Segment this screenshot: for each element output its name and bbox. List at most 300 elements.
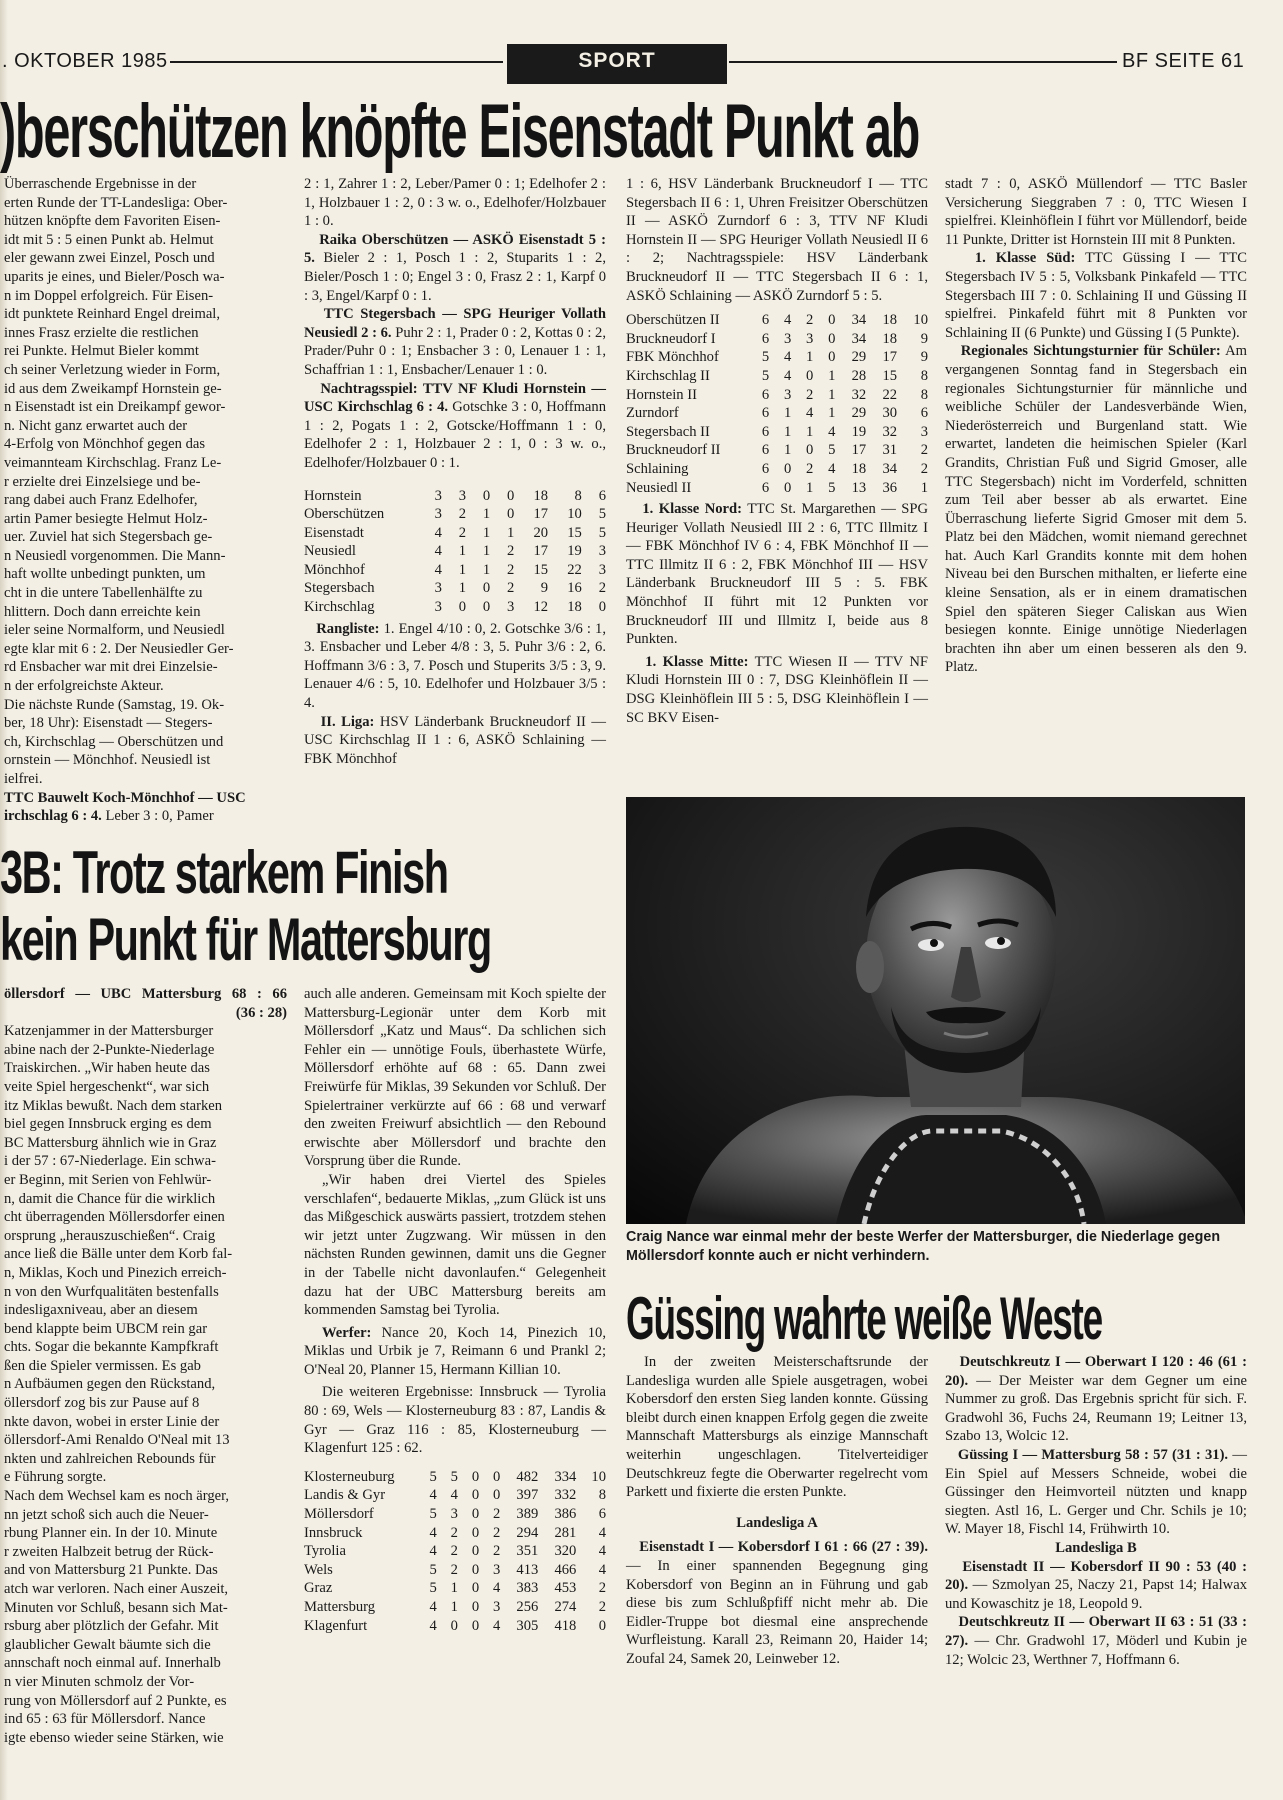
- match-detail: Bieler 2 : 1, Posch 1 : 2, Stuparits 1 : 2, Bieler/Posch 1 : 0; Engel 3 : 0, Frasz 2 : 1, Karpf 0 : 3, Engel/Karpf 0 : 1.: [304, 250, 606, 304]
- stat-cell: 351: [516, 1543, 539, 1560]
- class-north-text: TTC St. Margarethen — SPG Heuriger Vollath Neusiedl III 2 : 6, TTC Illmitz I — FBK Mönchhof IV 6 : 4, FBK Mönchhof II — TTC Illmitz II 6 : 2, FBK Mönchhof III — HSV Länderbank Bruckneudorf III 5 : 5. FBK Mönchhof II führt mit 12 Punkten vor Bruckneudorf III und Illmitz I, beide aus 8 Punkten.: [626, 501, 929, 648]
- headline-oberschuetzen: )berschützen knöpfte Eisenstadt Punkt ab: [0, 89, 920, 174]
- stat-cell: 0: [471, 1561, 480, 1578]
- text-line: Die nächste Runde (Samstag, 19. Ok-: [4, 696, 225, 713]
- stat-cell: 4: [783, 312, 792, 329]
- stat-cell: 5: [598, 506, 606, 523]
- text-line: öllersdorf zog bis zur Pause auf 8: [4, 1395, 200, 1412]
- stat-cell: 5: [828, 442, 836, 459]
- photo-caption: Craig Nance war einmal mehr der beste Werfer der Mattersburger, die Niederlage gegen Möllersdorf konnte auch er nicht verhindern.: [626, 1229, 1221, 1264]
- stat-cell: 18: [882, 312, 898, 329]
- stat-cell: 0: [492, 1468, 501, 1485]
- team-name-cell: Oberschützen II: [626, 312, 720, 329]
- stat-cell: 482: [516, 1468, 539, 1485]
- stat-cell: 17: [533, 543, 549, 560]
- scorers-label: Werfer:: [322, 1324, 372, 1341]
- article2-column-2: [304, 985, 606, 1638]
- stat-cell: 6: [761, 479, 770, 496]
- text-line: veimannteam Kirchschlag. Franz Le-: [4, 454, 222, 471]
- text-line: Nach dem Wechsel kam es noch ärger,: [4, 1488, 230, 1505]
- stat-cell: 22: [882, 386, 898, 403]
- table-row: [304, 542, 606, 561]
- stat-cell: 413: [516, 1561, 539, 1578]
- text-line: rung von Möllersdorf auf 2 Punkte, es: [4, 1692, 227, 1709]
- stat-cell: 0: [482, 580, 491, 597]
- stat-cell: 1: [783, 423, 792, 440]
- stat-cell: 1: [828, 367, 836, 384]
- team-name-cell: Schlaining: [626, 460, 689, 477]
- stat-cell: 18: [533, 487, 549, 504]
- match-detail: — Szmolyan 25, Naczy 21, Papst 14; Halwax und Kowaschitz je 18, Leopold 9.: [945, 1577, 1247, 1612]
- text-line: ber, 18 Uhr): Eisenstadt — Stegers-: [4, 715, 213, 732]
- stat-cell: 4: [598, 1524, 606, 1541]
- league-b-heading: Landesliga B: [1055, 1539, 1137, 1556]
- stat-cell: 2: [458, 524, 467, 541]
- team-name-cell: Mönchhof: [304, 561, 365, 578]
- text-line: n Neusiedl vorgenommen. Die Mann-: [4, 547, 226, 564]
- team-name-cell: Innsbruck: [304, 1524, 363, 1541]
- text-line: n Aufbäumen gegen den Rückstand,: [4, 1376, 216, 1393]
- match-detail: — Der Meister war dem Gegner um eine Nummer zu groß. Das Ergebnis spricht für sich. F. Gradwohl 36, Fuchs 24, Reumann 19; Leitner 13, Szabo 13, Wolcic 12.: [945, 1372, 1247, 1445]
- stat-cell: 1: [450, 1580, 458, 1597]
- team-name-cell: Stegersbach: [304, 580, 375, 597]
- text-line: abine nach der 2-Punkte-Niederlage: [4, 1041, 215, 1058]
- text-line: rd Ensbacher war mit drei Einzelsie-: [4, 659, 218, 676]
- stat-cell: 9: [920, 349, 928, 366]
- stat-cell: 383: [516, 1580, 539, 1597]
- stat-cell: 6: [598, 487, 606, 504]
- stat-cell: 8: [574, 487, 582, 504]
- stat-cell: 0: [783, 460, 792, 477]
- team-name-cell: Graz: [304, 1580, 333, 1597]
- stat-cell: 1: [828, 386, 836, 403]
- table-row: [304, 487, 606, 506]
- text-line: 4-Erfolg von Mönchhof gegen das: [4, 436, 206, 453]
- stat-cell: 15: [882, 367, 898, 384]
- stat-cell: 5: [429, 1580, 437, 1597]
- stat-cell: 1: [482, 506, 491, 523]
- team-name-cell: Klosterneuburg: [304, 1468, 395, 1485]
- article2-column-1-lines: [4, 1022, 287, 1747]
- stat-cell: 0: [482, 599, 491, 616]
- text-line: annschaft noch einmal auf. Innerhalb: [4, 1655, 221, 1672]
- stat-cell: 3: [598, 561, 606, 578]
- match-header-deutschkreutz: Deutschkreutz I — Oberwart I 120 : 46 (61 : 20).: [945, 1354, 1247, 1389]
- stat-cell: 4: [429, 1543, 437, 1560]
- text-line: i der 57 : 67-Niederlage. Ein schwa-: [4, 1153, 216, 1170]
- team-name-cell: Landis & Gyr: [304, 1487, 386, 1504]
- article1-column-4: [945, 175, 1247, 677]
- stat-cell: 18: [851, 460, 867, 477]
- text-line: biel gegen Innsbruck erging es dem: [4, 1116, 212, 1133]
- table-row: [304, 1598, 606, 1617]
- stat-cell: 294: [516, 1524, 539, 1541]
- results-text: 2 : 1, Zahrer 1 : 2, Leber/Pamer 0 : 1; Edelhofer 2 : 1, Holzbauer 1 : 2, 0 : 3 w. o., Edelhofer/Holzbauer 1 : 0.: [304, 176, 606, 230]
- stat-cell: 332: [554, 1487, 577, 1504]
- table-row: [626, 386, 928, 405]
- stat-cell: 0: [471, 1468, 480, 1485]
- stat-cell: 5: [429, 1468, 437, 1485]
- match-detail: — Chr. Gradwohl 17, Möderl und Kubin je 12; Wolcic 23, Werthner 7, Hoffmann 6.: [945, 1632, 1247, 1668]
- text-line: indesligaxniveau, aber an diesem: [4, 1302, 198, 1319]
- stat-cell: 6: [761, 423, 770, 440]
- stat-cell: 320: [554, 1543, 577, 1560]
- text-line: eler gewann zwei Einzel, Posch und: [4, 250, 215, 267]
- stat-cell: 1: [450, 1599, 458, 1615]
- text-line: atch war verloren. Nach einer Auszeit,: [4, 1581, 229, 1597]
- stat-cell: 5: [429, 1506, 437, 1523]
- stat-cell: 1: [783, 442, 792, 459]
- stat-cell: 2: [492, 1506, 501, 1523]
- text-line: rsburg aber plötzlich der Gefahr. Mit: [4, 1618, 219, 1635]
- match-detail: Puhr 2 : 1, Prader 0 : 2, Kottas 0 : 2, Prader/Puhr 0 : 1; Ensbacher 3 : 0, Lenauer 1 : 1, Schaffrian 1 : 1, Ensbacher/Lenauer 1 : 0.: [304, 324, 606, 378]
- stat-cell: 36: [882, 479, 898, 496]
- table-row: [304, 1505, 606, 1524]
- stat-cell: 18: [567, 599, 582, 616]
- headline-guessing: Güssing wahrte weiße Weste: [626, 1285, 1102, 1352]
- text-line: n. Nicht ganz erwartet auch der: [4, 417, 188, 434]
- stat-cell: 418: [554, 1617, 577, 1634]
- stat-cell: 9: [540, 580, 549, 597]
- stat-cell: 3: [434, 506, 442, 523]
- standings-table-basketball: [304, 1468, 606, 1635]
- table-row: [626, 479, 928, 498]
- table-row: [304, 505, 606, 524]
- stat-cell: 466: [554, 1561, 577, 1578]
- stat-cell: 1: [458, 561, 467, 578]
- stat-cell: 1: [806, 423, 814, 440]
- text-line: artin Pamer besiegte Helmut Holz-: [4, 510, 208, 527]
- team-name-cell: Tyrolia: [304, 1543, 346, 1560]
- stat-cell: 3: [434, 599, 442, 616]
- text-line: Minuten vor Schluß, besann sich Mat-: [4, 1599, 228, 1616]
- stat-cell: 0: [506, 506, 515, 523]
- article1-column-3: [626, 175, 928, 727]
- stat-cell: 16: [567, 580, 582, 597]
- stat-cell: 3: [920, 423, 928, 440]
- stat-cell: 8: [920, 386, 928, 403]
- stat-cell: 3: [434, 580, 442, 597]
- class-north-label: 1. Klasse Nord:: [642, 501, 743, 518]
- stat-cell: 9: [920, 330, 928, 347]
- team-name-cell: FBK Mönchhof: [626, 349, 719, 366]
- stat-cell: 5: [761, 349, 770, 366]
- text-line: ch, Kirchschlag — Oberschützen und: [4, 733, 224, 750]
- results-text: stadt 7 : 0, ASKÖ Müllendorf — TTC Basler Versicherung Sieggraben 7 : 0, TTC Wiesen I spielfrei. Kleinhöflein I führt vor Müllendorf, beide 11 Punkte, Dritter ist Hornstein III mit 8 Punkten.: [945, 176, 1247, 248]
- stat-cell: 2: [506, 561, 515, 578]
- tournament-text: Am vergangenen Sonntag fand in Stegersbach ein regionales Sichtungsturnier für männliche und weibliche Schüler der Landesverbände Wien, Niederösterreich und Burgenland statt. Wie erwartet, landeten die heimischen Spieler (Karl Grandits, Christian Fuß und Sigrid Gmoser, alle TTC Stegersbach) nicht im Vorderfeld, schnitten zum Teil aber besser ab als erwartet. Eine Überraschung lieferte Sigrid Gmoser mit dem 5. Platz bei den Mädchen, womit niemand gerechnet hat. Auch Karl Grandits konnte mit dem hohen Niveau bei den Burschen mithalten, er lieferte eine kleine Sensation, als er in einem dramatischen Spiel den späteren Sieger Caliskan aus Wien besiegen konnte. Einige unnötige Niederlagen brachten ihn aber um einen besseren als den 9. Platz.: [945, 343, 1247, 676]
- stat-cell: 389: [516, 1506, 539, 1523]
- stat-cell: 29: [851, 349, 867, 366]
- stat-cell: 1: [482, 561, 491, 578]
- match-header-eisenstadt-2: Eisenstadt II — Kobersdorf II 90 : 53 (40 : 20).: [945, 1558, 1247, 1594]
- team-name-cell: Zurndorf: [626, 405, 679, 422]
- stat-cell: 32: [851, 386, 867, 403]
- photo-craig-nance: [626, 797, 1245, 1224]
- stat-cell: 5: [450, 1468, 458, 1485]
- table-row: [304, 579, 606, 598]
- stat-cell: 6: [761, 312, 770, 329]
- stat-cell: 0: [492, 1487, 501, 1504]
- stat-cell: 3: [492, 1599, 501, 1615]
- stat-cell: 6: [761, 442, 770, 459]
- stat-cell: 3: [434, 487, 442, 504]
- text-line: ind 65 : 63 für Möllersdorf. Nance: [4, 1711, 206, 1728]
- text-line: erten Runde der TT-Landesliga: Ober-: [4, 194, 228, 211]
- table-row: [304, 598, 606, 617]
- article-text: „Wir haben drei Viertel des Spieles verschlafen“, bedauerte Miklas, „zum Glück ist uns das Mißgeschick auswärts passiert, trotzdem stehen wir jetzt unter Zugzwang. Wir müssen in den nächsten Runden gewinnen, damit uns die Gegner in der Tabelle nicht davonlaufen.“ Gelegenheit dazu hat der UBC Mattersburg bereits am kommenden Samstag bei Tyrolia.: [304, 1171, 606, 1319]
- stat-cell: 1: [783, 405, 792, 422]
- match-header-moenchhof: TTC Bauwelt Koch-Mönchhof — USC: [4, 789, 246, 806]
- stat-cell: 0: [598, 599, 606, 616]
- stat-cell: 4: [783, 349, 792, 366]
- stat-cell: 1: [482, 524, 491, 541]
- stat-cell: 4: [429, 1617, 437, 1634]
- stat-cell: 0: [471, 1580, 480, 1597]
- stat-cell: 5: [828, 479, 836, 496]
- stat-cell: 8: [920, 367, 928, 384]
- text-line: innes Frasz erzielte die restlichen: [4, 324, 199, 341]
- team-name-cell: Bruckneudorf I: [626, 330, 716, 347]
- match-header-moenchhof-2: irchschlag 6 : 4.: [4, 808, 102, 825]
- text-line: e Führung sorgte.: [4, 1469, 107, 1486]
- text-line: chts. Sogar die bekannte Kampfkraft: [4, 1339, 219, 1356]
- text-line: and von Mattersburg 21 Punkte. Das: [4, 1562, 218, 1579]
- team-name-cell: Kirchschlag II: [626, 367, 710, 384]
- stat-cell: 29: [851, 405, 867, 422]
- team-name-cell: Möllersdorf: [304, 1506, 374, 1523]
- stat-cell: 2: [458, 506, 467, 523]
- stat-cell: 281: [554, 1524, 577, 1541]
- match-header-guessing: Güssing I — Mattersburg 58 : 57 (31 : 31).: [957, 1446, 1229, 1463]
- stat-cell: 6: [761, 386, 770, 403]
- match-header-stegersbach: TTC Stegersbach — SPG Heuriger Vollath Neusiedl 2 : 6.: [304, 306, 606, 341]
- stat-cell: 0: [598, 1617, 606, 1634]
- stat-cell: 4: [598, 1561, 606, 1578]
- stat-cell: 2: [598, 1580, 606, 1597]
- article-text: auch alle anderen. Gemeinsam mit Koch spielte der Mattersburg-Legionär unter dem Korb mit Möllersdorf „Katz und Maus“. Da schlichen sich Fehler ein — unnötige Fouls, überhastete Würfe, Möllersdorf erhöhte auf 68 : 65. Dann zwei Freiwürfe für Miklas, 39 Sekunden vor Schluß. Der Spielertrainer verkürzte auf 66 : 68 und verwarf den zweiten Freiwurf absichtlich — den Rebound erwischte aber Möllersdorf und brachte den Vorsprung über die Runde.: [304, 986, 606, 1170]
- text-line: nn jetzt schoß sich auch die Neuer-: [4, 1506, 209, 1523]
- text-line: glaublicher Gewalt bäumte sich die: [4, 1636, 211, 1653]
- table-row: [626, 404, 928, 423]
- game-score: öllersdorf — UBC Mattersburg 68 : 66: [4, 986, 287, 1002]
- match-detail: — In einer spannenden Begegnung ging Kobersdorf von Beginn an in Führung und gab diese bis zum Schlußpfiff nicht mehr ab. Die Eidler-Truppe bot diesmal eine ansprechende Wurfleistung. Karall 23, Reimann 20, Haider 14; Zoufal 24, Samek 20, Leinweber 12.: [626, 1557, 928, 1667]
- stat-cell: 334: [554, 1468, 577, 1485]
- stat-cell: 4: [429, 1487, 437, 1504]
- stat-cell: 2: [806, 312, 814, 329]
- stat-cell: 3: [783, 386, 792, 403]
- tournament-label: Regionales Sichtungsturnier für Schüler:: [960, 343, 1221, 360]
- stat-cell: 1: [828, 405, 836, 422]
- text-line: uer. Zuviel hat sich Stegersbach ge-: [4, 529, 213, 546]
- stat-cell: 17: [882, 349, 898, 366]
- stat-cell: 2: [506, 543, 515, 560]
- stat-cell: 0: [506, 487, 515, 504]
- table-row: [304, 1486, 606, 1505]
- stat-cell: 1: [482, 543, 491, 560]
- stat-cell: 15: [567, 524, 582, 541]
- player-portrait-image: [626, 797, 1245, 1224]
- game-halftime: (36 : 28): [235, 1004, 287, 1021]
- stat-cell: 12: [533, 599, 549, 616]
- table-row: [626, 460, 928, 479]
- stat-cell: 28: [851, 367, 867, 384]
- article1-column-2: [304, 175, 606, 768]
- team-name-cell: Neusiedl: [304, 543, 356, 560]
- stat-cell: 386: [554, 1506, 577, 1523]
- table-row: [304, 1561, 606, 1580]
- stat-cell: 18: [882, 330, 898, 347]
- table-row: [304, 524, 606, 543]
- stat-cell: 4: [828, 423, 836, 440]
- stat-cell: 34: [851, 330, 867, 347]
- table-row: [304, 1617, 606, 1636]
- class-middle-label: 1. Klasse Mitte:: [645, 653, 749, 670]
- team-name-cell: Hornstein: [304, 487, 362, 504]
- stat-cell: 5: [429, 1561, 437, 1578]
- text-line: idt punktete Reinhard Engel dreimal,: [4, 306, 221, 323]
- team-name-cell: Oberschützen: [304, 506, 385, 523]
- stat-cell: 6: [761, 405, 770, 422]
- stat-cell: 1: [506, 524, 515, 541]
- stat-cell: 4: [783, 367, 792, 384]
- table-row: [304, 561, 606, 580]
- stat-cell: 1: [920, 479, 928, 496]
- stat-cell: 4: [450, 1487, 458, 1504]
- article1-column-1: [4, 175, 287, 826]
- text-line: öllersdorf-Ami Renaldo O'Neal mit 13: [4, 1432, 230, 1449]
- stat-cell: 4: [598, 1543, 606, 1560]
- table-row: [304, 1579, 606, 1598]
- text-line: uparits je eines, und Bieler/Posch wa-: [4, 268, 225, 285]
- stat-cell: 19: [567, 543, 582, 560]
- headline-basketball-2: kein Punkt für Mattersburg: [0, 906, 491, 973]
- stat-cell: 0: [450, 1617, 458, 1634]
- issue-date: . OKTOBER 1985: [2, 50, 168, 72]
- text-line: n von den Wurfqualitäten bestenfalls: [4, 1283, 219, 1300]
- text-line: Überraschende Ergebnisse in der: [4, 176, 197, 192]
- page-number: BF SEITE 61: [1122, 50, 1245, 72]
- team-name-cell: Wels: [304, 1561, 333, 1578]
- headline-basketball-1: 3B: Trotz starkem Finish: [0, 839, 448, 906]
- stat-cell: 0: [458, 599, 467, 616]
- stat-cell: 2: [492, 1524, 501, 1541]
- stat-cell: 10: [913, 312, 928, 329]
- match-detail: Gotschke 3 : 0, Hoffmann 1 : 2, Pogats 1 : 2, Gotscke/Hoffmann 1 : 0, Edelhofer 2 : 1, Holzbauer 2 : 1, 0 : 3 w. o., Edelhofer/Holzbauer 0 : 1.: [304, 399, 607, 471]
- text-line: Katzenjammer in der Mattersburger: [4, 1023, 214, 1040]
- class-south-label: 1. Klasse Süd:: [974, 250, 1076, 267]
- stat-cell: 0: [806, 442, 814, 459]
- table-row: [626, 330, 928, 349]
- stat-cell: 10: [567, 506, 582, 523]
- stat-cell: 3: [783, 330, 792, 347]
- stat-cell: 32: [882, 423, 898, 440]
- standings-table-liga-2: [626, 311, 928, 497]
- stat-cell: 256: [516, 1599, 539, 1615]
- text-line: ieler seine Normalform, und Neusiedl: [4, 622, 225, 639]
- stat-cell: 4: [492, 1617, 501, 1634]
- match-header-eisenstadt: Eisenstadt I — Kobersdorf I 61 : 66 (27 : 39).: [639, 1539, 928, 1556]
- results-text: 1 : 6, HSV Länderbank Bruckneudorf I — TTC Stegersbach II 6 : 1, Uhren Freisitzer Oberschützen II — ASKÖ Zurndorf 6 : 3, TTV NF Kludi Hornstein II — SPG Heuriger Vollath Neusiedl II 6 : 2; Nachtragsspiele: HSV Länderbank Bruckneudorf II — TTC Stegersbach II 6 : 1, ASKÖ Schlaining — ASKÖ Zurndorf 5 : 5.: [626, 176, 928, 304]
- text-line: itz Miklas bewußt. Nach dem starken: [4, 1097, 223, 1114]
- table-row: [626, 367, 928, 386]
- text-line: rang dabei auch Franz Edelhofer,: [4, 492, 198, 509]
- match-result-text: Leber 3 : 0, Pamer: [101, 808, 214, 825]
- stat-cell: 2: [450, 1543, 458, 1560]
- text-line: bend klappte beim UBCM rein gar: [4, 1320, 208, 1337]
- class-south-text: TTC Güssing I — TTC Stegersbach IV 5 : 5, Volksbank Pinkafeld — TTC Stegersbach III 7 : 0. Schlaining II und Güssing II spielfrei. Pinkafeld führt mit 8 Punkten vor Schlaining II (6 Punkte) und Güssing I (5 Punkte).: [945, 250, 1247, 341]
- table-row: [626, 348, 928, 367]
- text-line: ielfrei.: [4, 771, 43, 787]
- ranking-text: 1. Engel 4/10 : 0, 2. Gotschke 3/6 : 1, 3. Ensbacher und Leber 4/8 : 3, 5. Puhr 3/6 : 2, 6. Hoffmann 3/6 : 3, 7. Posch und Stuperits 3/5 : 3, 9. Lenauer 4/6 : 5, 10. Edelhofer und Holzbauer 3/5 : 4.: [304, 620, 606, 712]
- text-line: ßen die Spieler vermissen. Es gab: [4, 1357, 201, 1374]
- stat-cell: 3: [450, 1506, 458, 1523]
- stat-cell: 17: [533, 506, 549, 523]
- standings-table-landesliga: [304, 487, 606, 617]
- stat-cell: 1: [806, 479, 814, 496]
- match-header-deutschkreutz-2: Deutschkreutz II — Oberwart II 63 : 51 (33 : 27).: [945, 1614, 1247, 1649]
- stat-cell: 2: [806, 386, 814, 403]
- text-line: n vier Minuten schmolz der Vor-: [4, 1673, 195, 1690]
- stat-cell: 0: [482, 487, 491, 504]
- text-line: BC Mattersburg ähnlich wie in Graz: [4, 1134, 217, 1151]
- text-line: nkten und zahlreichen Rebounds für: [4, 1450, 216, 1467]
- stat-cell: 6: [761, 330, 770, 347]
- stat-cell: 397: [516, 1487, 539, 1504]
- stat-cell: 453: [554, 1580, 577, 1597]
- stat-cell: 0: [471, 1543, 480, 1560]
- text-line: igte ebenso wieder seine Stärken, wie: [4, 1729, 224, 1746]
- stat-cell: 274: [554, 1599, 577, 1615]
- text-line: ance ließ die Bälle unter dem Korb fal-: [4, 1246, 233, 1263]
- stat-cell: 34: [882, 460, 898, 477]
- stat-cell: 6: [920, 405, 928, 422]
- stat-cell: 1: [458, 580, 467, 597]
- text-line: cht in die untere Tabellenhälfte zu: [4, 585, 203, 602]
- section-label: SPORT: [507, 44, 727, 84]
- stat-cell: 0: [471, 1599, 480, 1615]
- team-name-cell: Bruckneudorf II: [626, 442, 721, 459]
- stat-cell: 31: [882, 442, 898, 459]
- text-line: rbung Planner ein. In der 10. Minute: [4, 1525, 218, 1542]
- article2-column-1: [4, 985, 287, 1747]
- stat-cell: 4: [492, 1580, 501, 1597]
- stat-cell: 4: [828, 460, 836, 477]
- stat-cell: 8: [598, 1487, 606, 1504]
- stat-cell: 34: [851, 312, 867, 329]
- team-name-cell: Klagenfurt: [304, 1617, 368, 1634]
- article-text: In der zweiten Meisterschaftsrunde der Landesliga wurden alle Spiele ausgetragen, wobei Kobersdorf den ersten Sieg landen konnte. Güssing bleibt durch einen knappen Erfolg gegen die zweite Mannschaft Mattersburgs als einzige Mannschaft weiterhin ungeschlagen. Titelverteidiger Deutschkreuz fegte die Oberwarter regelrecht vom Parkett und fixierte die ersten Punkte.: [626, 1354, 928, 1501]
- stat-cell: 22: [567, 561, 582, 578]
- text-line: n Eisenstadt ist ein Dreikampf gewor-: [4, 399, 226, 416]
- match-detail: — Ein Spiel auf Messers Schneide, wobei die Güssinger den Heimvorteil nützten und knapp siegten. Astl 16, L. Gerger und Chr. Schils je 10; W. Mayer 18, Fischl 14, Frühwirth 10.: [945, 1446, 1247, 1538]
- stat-cell: 6: [761, 460, 770, 477]
- stat-cell: 4: [806, 405, 814, 422]
- header-rule-left: [170, 61, 503, 63]
- text-line: n der erfolgreichste Akteur.: [4, 678, 164, 695]
- article3-column-2: [945, 1353, 1247, 1669]
- stat-cell: 0: [828, 330, 836, 347]
- more-results: Die weiteren Ergebnisse: Innsbruck — Tyrolia 80 : 69, Wels — Klosterneuburg 83 : 87, Landis & Gyr — Graz 116 : 85, Klosterneuburg — Klagenfurt 125 : 62.: [304, 1384, 606, 1457]
- stat-cell: 0: [471, 1487, 480, 1504]
- stat-cell: 1: [458, 543, 467, 560]
- stat-cell: 3: [806, 330, 814, 347]
- table-row: [304, 1524, 606, 1543]
- stat-cell: 3: [598, 543, 606, 560]
- stat-cell: 2: [920, 460, 928, 477]
- stat-cell: 0: [828, 349, 836, 366]
- stat-cell: 2: [450, 1524, 458, 1541]
